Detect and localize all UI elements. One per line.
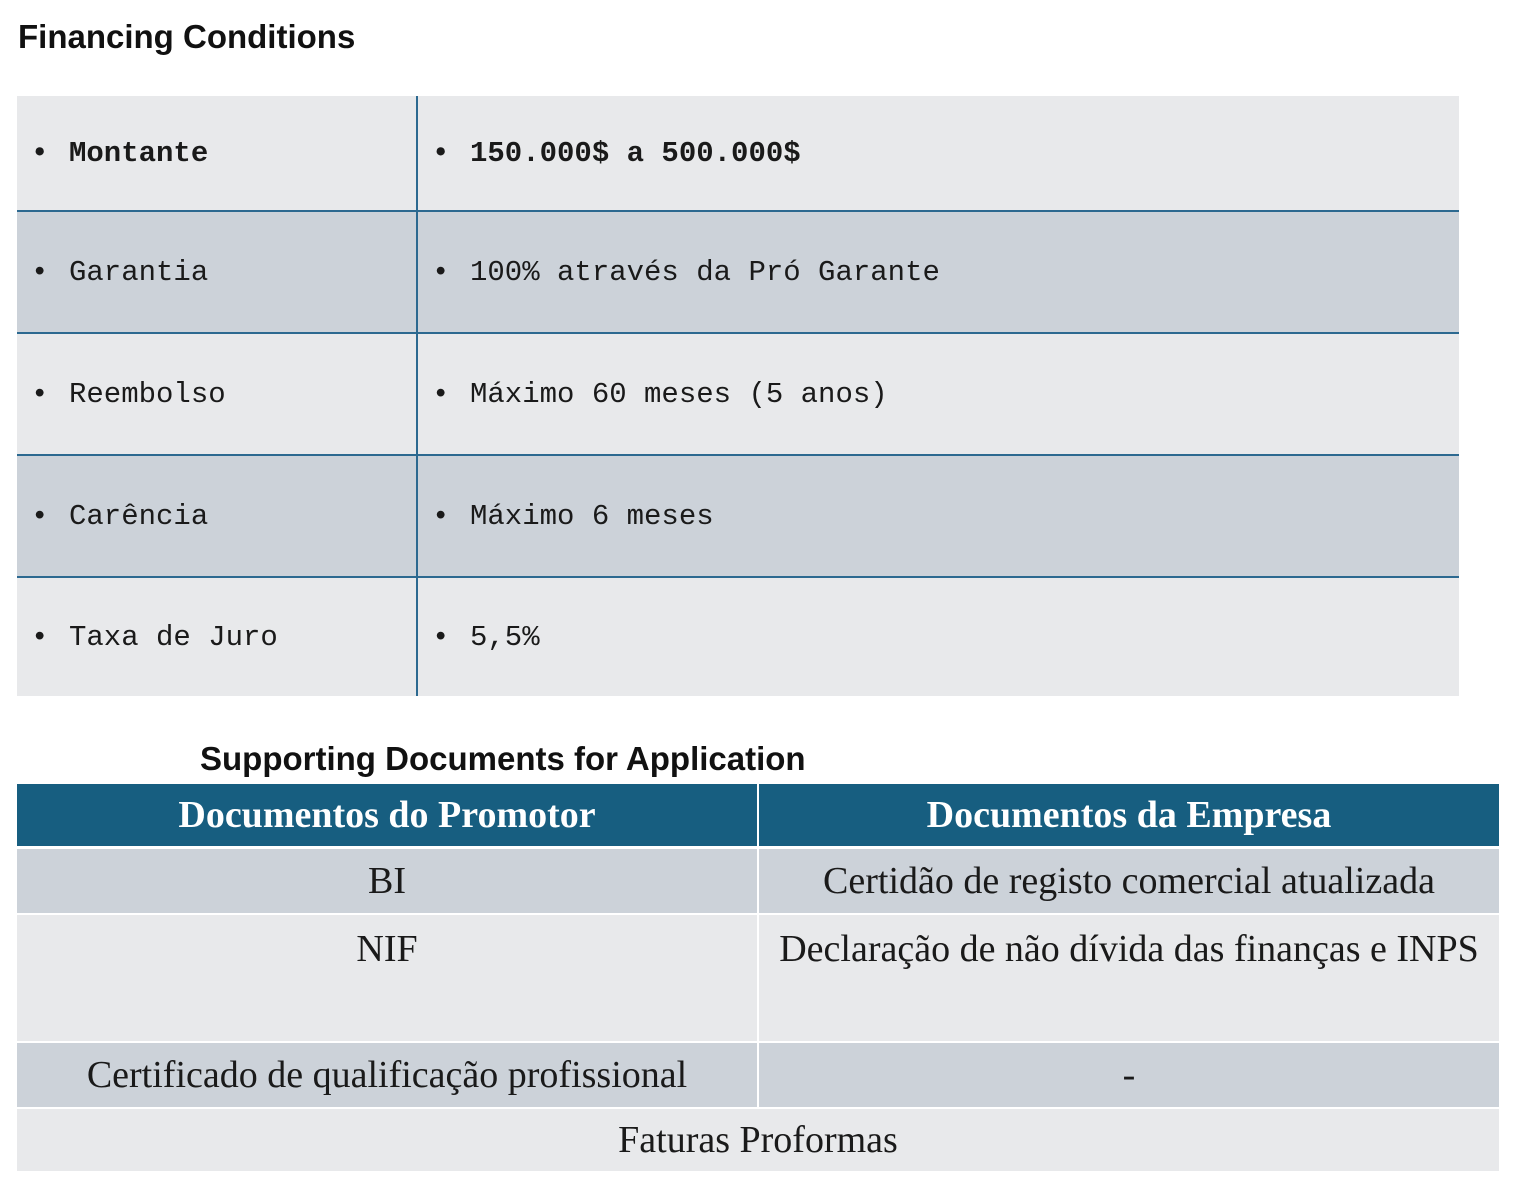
condition-value-text: 150.000$ a 500.000$ (470, 136, 801, 170)
table-row (17, 577, 1459, 696)
table-row (17, 914, 1499, 1042)
table-row (17, 1108, 1499, 1171)
bullet: • (31, 255, 49, 289)
table-row (17, 96, 1459, 211)
bullet: • (432, 136, 450, 170)
supporting-documents-title: Supporting Documents for Application (200, 740, 806, 777)
empresa-document: - (758, 1042, 1499, 1108)
table-row (17, 333, 1459, 455)
condition-label (17, 333, 417, 455)
supporting-documents-table (17, 784, 1499, 1171)
condition-label (17, 96, 417, 211)
condition-label (17, 577, 417, 696)
empresa-document: Declaração de não dívida das finanças e INPS (758, 914, 1499, 1042)
bullet: • (31, 620, 49, 654)
condition-label (17, 211, 417, 333)
condition-value-text: Máximo 60 meses (5 anos) (470, 377, 888, 411)
condition-value-text: 5,5% (470, 620, 540, 654)
condition-value-text: 100% através da Pró Garante (470, 255, 940, 289)
condition-value (417, 96, 1459, 211)
bullet: • (432, 377, 450, 411)
empresa-document: Certidão de registo comercial atualizada (758, 848, 1499, 915)
promotor-document: Certificado de qualificação profissional (17, 1042, 758, 1108)
bullet: • (31, 499, 49, 533)
table-row (17, 455, 1459, 577)
table-row (17, 1042, 1499, 1108)
condition-value-text: Máximo 6 meses (470, 499, 714, 533)
bullet: • (31, 136, 49, 170)
bullet: • (432, 620, 450, 654)
condition-label-text: Reembolso (69, 377, 226, 411)
promotor-document: NIF (17, 914, 758, 1042)
condition-label-text: Garantia (69, 255, 209, 289)
empresa-column-header: Documentos da Empresa (758, 784, 1499, 848)
condition-value (417, 455, 1459, 577)
promotor-column-header: Documentos do Promotor (17, 784, 758, 848)
condition-label-text: Montante (69, 136, 209, 170)
promotor-document: BI (17, 848, 758, 915)
financing-conditions-title: Financing Conditions (18, 18, 356, 55)
bullet: • (31, 377, 49, 411)
table-row (17, 211, 1459, 333)
bullet: • (432, 255, 450, 289)
financing-conditions-table (17, 96, 1459, 696)
condition-value (417, 211, 1459, 333)
condition-label-text: Taxa de Juro (69, 620, 278, 654)
shared-document: Faturas Proformas (17, 1108, 1499, 1171)
condition-value (417, 333, 1459, 455)
bullet: • (432, 499, 450, 533)
condition-label (17, 455, 417, 577)
condition-label-text: Carência (69, 499, 209, 533)
condition-value (417, 577, 1459, 696)
table-row (17, 848, 1499, 915)
table-header-row (17, 784, 1499, 848)
